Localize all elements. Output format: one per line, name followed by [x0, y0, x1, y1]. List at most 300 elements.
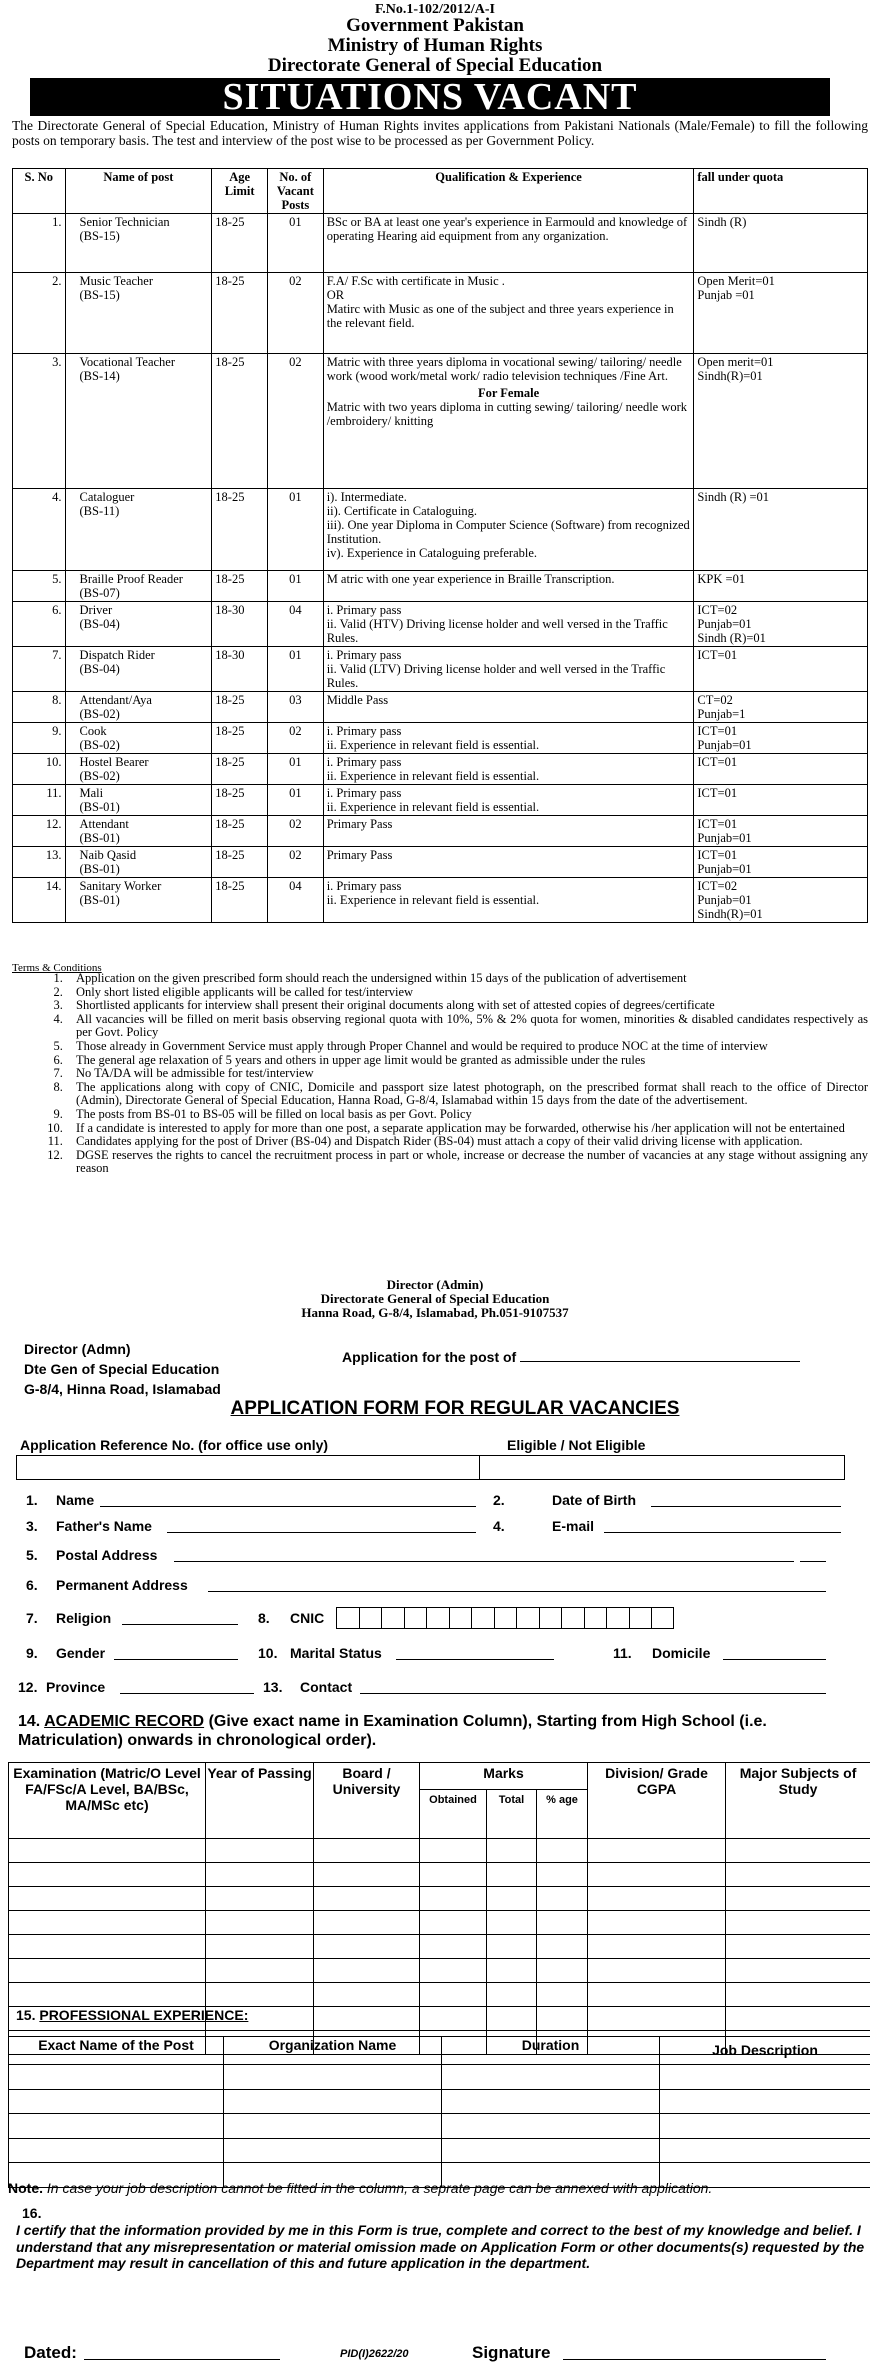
- cnic-digit-box[interactable]: [471, 1607, 494, 1629]
- situations-vacant-banner: SITUATIONS VACANT: [30, 78, 830, 116]
- vacancy-age-limit: 18-25: [212, 723, 268, 754]
- vacancy-age-limit: 18-25: [212, 489, 268, 571]
- academic-cell[interactable]: [487, 1839, 537, 1863]
- vacancy-sno: 13.: [13, 847, 66, 878]
- col-total: Total: [487, 1790, 537, 1839]
- academic-cell[interactable]: [9, 1935, 206, 1959]
- col-job-description: Job Description: [660, 2037, 870, 2065]
- permanent-address-label: Permanent Address: [56, 1577, 188, 1593]
- academic-cell[interactable]: [206, 1911, 314, 1935]
- vacancy-count: 01: [267, 647, 323, 692]
- vacancy-post-name: Naib Qasid (BS-01): [65, 847, 212, 878]
- field-num-11: 11.: [613, 1645, 632, 1661]
- vacancy-sno: 8.: [13, 692, 66, 723]
- academic-cell[interactable]: [726, 2007, 870, 2031]
- gender-label: Gender: [56, 1645, 106, 1661]
- vacancy-qualification: [323, 647, 694, 692]
- academic-cell[interactable]: [206, 1935, 314, 1959]
- vacancy-post-name: Sanitary Worker (BS-01): [65, 878, 212, 923]
- apply-for-post: [342, 1349, 800, 1365]
- name-label: Name: [56, 1492, 95, 1508]
- vacancy-row: [13, 847, 868, 878]
- academic-cell[interactable]: [314, 1983, 420, 2007]
- qualification-text: i. Primary pass ii. Valid (HTV) Driving license holder and well versed in the Traffic Rules.: [326, 603, 668, 645]
- vacancy-quota: ICT=02 Punjab=01 Sindh (R)=01: [694, 602, 868, 647]
- experience-cell[interactable]: [442, 2065, 660, 2090]
- academic-cell[interactable]: [726, 1983, 870, 2007]
- vacancy-quota: Open Merit=01 Punjab =01: [694, 273, 868, 354]
- vacancy-sno: 14.: [13, 878, 66, 923]
- academic-cell[interactable]: [588, 1911, 726, 1935]
- vacancy-row: [13, 785, 868, 816]
- pid-code: PID(I)2622/20: [340, 2348, 409, 2360]
- vacancy-quota: Open merit=01 Sindh(R)=01: [694, 354, 868, 489]
- vacancy-qualification: [323, 847, 694, 878]
- col-age: Age Limit: [212, 169, 268, 214]
- col-obtained: Obtained: [420, 1790, 487, 1839]
- experience-cell[interactable]: [660, 2089, 870, 2114]
- vacancy-age-limit: 18-30: [212, 602, 268, 647]
- vacancy-qualification: [323, 273, 694, 354]
- vacancy-post-name: Vocational Teacher (BS-14): [65, 354, 212, 489]
- female-qualification: Matric with two years diploma in cutting sewing/ tailoring/ needle work /embroidery/ knitting: [326, 400, 688, 428]
- qualification-text: Primary Pass: [326, 817, 393, 831]
- vacancy-qualification: [323, 878, 694, 923]
- vacancy-count: 02: [267, 816, 323, 847]
- qualification-text: i. Primary pass ii. Experience in relevant field is essential.: [326, 724, 540, 752]
- vacancy-post-name: Cook (BS-02): [65, 723, 212, 754]
- address-line-1: Director (Admn): [24, 1341, 131, 1357]
- vacancy-row: [13, 816, 868, 847]
- cnic-digit-box[interactable]: [539, 1607, 562, 1629]
- academic-cell[interactable]: [487, 2007, 537, 2031]
- vacancy-age-limit: 18-25: [212, 785, 268, 816]
- experience-cell[interactable]: [442, 2138, 660, 2163]
- vacancy-sno: 1.: [13, 214, 66, 273]
- vacancy-sno: 11.: [13, 785, 66, 816]
- vacancy-sno: 5.: [13, 571, 66, 602]
- field-num-6: 6.: [26, 1577, 38, 1593]
- vacancy-sno: 4.: [13, 489, 66, 571]
- field-num-10: 10.: [258, 1645, 278, 1661]
- academic-cell[interactable]: [9, 1863, 206, 1887]
- experience-cell[interactable]: [9, 2114, 224, 2139]
- academic-row: [9, 1863, 870, 1887]
- academic-cell[interactable]: [537, 1887, 588, 1911]
- contact-label: Contact: [300, 1679, 353, 1695]
- academic-cell[interactable]: [9, 1983, 206, 2007]
- academic-cell[interactable]: [420, 1863, 487, 1887]
- field-num-8: 8.: [258, 1610, 270, 1626]
- vacancy-quota: ICT=01 Punjab=01: [694, 847, 868, 878]
- vacancy-quota: ICT=01: [694, 754, 868, 785]
- academic-cell[interactable]: [588, 1935, 726, 1959]
- signature-label: Signature: [472, 2343, 551, 2362]
- vacancy-row: [13, 354, 868, 489]
- vacancy-count: 04: [267, 602, 323, 647]
- academic-cell[interactable]: [487, 1935, 537, 1959]
- vacancy-quota: ICT=01 Punjab=01: [694, 816, 868, 847]
- vacancy-qualification: [323, 723, 694, 754]
- contact-input[interactable]: [360, 1692, 826, 1694]
- vacancy-quota: ICT=02 Punjab=01 Sindh(R)=01: [694, 878, 868, 923]
- academic-row: [9, 1887, 870, 1911]
- cnic-digit-box[interactable]: [381, 1607, 404, 1629]
- cnic-digit-box[interactable]: [516, 1607, 539, 1629]
- declaration-text: I certify that the information provided by me in this Form is true, complete and correct to the best of my knowledge and belief. I understand that any misrepresentation or material omission made on Application Form or other documents(s) requested by the Department may result in cancellation of this and future application in the department.: [16, 2222, 865, 2271]
- academic-title: ACADEMIC RECORD: [44, 1713, 205, 1730]
- vacancy-row: [13, 754, 868, 785]
- vacancy-qualification: [323, 785, 694, 816]
- vacancy-qualification: [323, 754, 694, 785]
- academic-cell[interactable]: [537, 1959, 588, 1983]
- vacancy-row: [13, 214, 868, 273]
- vacancy-count: 04: [267, 878, 323, 923]
- term-item: 7. No TA/DA will be admissible for test/interview: [66, 1067, 868, 1081]
- directorate-title: Directorate General of Special Education: [267, 55, 603, 76]
- vacancy-age-limit: 18-25: [212, 754, 268, 785]
- dob-input[interactable]: [651, 1505, 841, 1507]
- note: [8, 2180, 712, 2196]
- email-input[interactable]: [604, 1531, 841, 1533]
- term-item: 6. The general age relaxation of 5 years and others in upper age limit would be granted as admissible under the rules: [66, 1054, 868, 1068]
- academic-cell[interactable]: [206, 1839, 314, 1863]
- academic-cell[interactable]: [588, 1839, 726, 1863]
- email-label: E-mail: [552, 1518, 595, 1534]
- academic-cell[interactable]: [487, 1863, 537, 1887]
- academic-cell[interactable]: [206, 1887, 314, 1911]
- experience-cell[interactable]: [660, 2138, 870, 2163]
- vacancy-age-limit: 18-25: [212, 354, 268, 489]
- vacancy-row: [13, 878, 868, 923]
- col-division: Division/ Grade CGPA: [588, 1763, 726, 1839]
- experience-cell[interactable]: [660, 2114, 870, 2139]
- vacancy-quota: CT=02 Punjab=1: [694, 692, 868, 723]
- vacancy-count: 01: [267, 571, 323, 602]
- academic-cell[interactable]: [420, 1983, 487, 2007]
- term-item: 1. Application on the given prescribed form should reach the undersigned within 15 days of the publication of advertisement: [66, 972, 868, 986]
- vacancy-count: 03: [267, 692, 323, 723]
- dob-label: Date of Birth: [552, 1492, 636, 1508]
- female-label: For Female: [477, 386, 540, 400]
- academic-cell[interactable]: [9, 1839, 206, 1863]
- academic-cell[interactable]: [487, 1959, 537, 1983]
- vacancy-post-name: Cataloguer (BS-11): [65, 489, 212, 571]
- qualification-text: i). Intermediate. ii). Certificate in Cataloguing. iii). One year Diploma in Computer Science (Software) from recognized Institution. iv). Experience in Cataloguing preferable.: [326, 490, 690, 560]
- qualification-text: BSc or BA at least one year's experience in Earmould and knowledge of operating Hearing aid equipment from any organization.: [326, 215, 688, 243]
- vacancy-qualification: [323, 692, 694, 723]
- academic-cell[interactable]: [9, 1959, 206, 1983]
- col-year: Year of Passing: [206, 1763, 314, 1839]
- field-num-13: 13.: [263, 1679, 283, 1695]
- vacancy-count: 02: [267, 723, 323, 754]
- cnic-input[interactable]: [336, 1607, 674, 1629]
- vacancy-qualification: [323, 571, 694, 602]
- col-organization: Organization Name: [224, 2037, 442, 2065]
- academic-cell[interactable]: [588, 1983, 726, 2007]
- academic-cell[interactable]: [206, 1983, 314, 2007]
- academic-row: [9, 1839, 870, 1863]
- col-marks: Marks: [420, 1763, 588, 1790]
- cnic-digit-box[interactable]: [561, 1607, 584, 1629]
- academic-row: [9, 1911, 870, 1935]
- cnic-digit-box[interactable]: [494, 1607, 517, 1629]
- address-line-2: Dte Gen of Special Education: [24, 1361, 220, 1377]
- ref-no-input[interactable]: [16, 1455, 480, 1480]
- experience-cell[interactable]: [224, 2089, 442, 2114]
- qualification-text: Middle Pass: [326, 693, 389, 707]
- vacancy-post-name: Mali (BS-01): [65, 785, 212, 816]
- vacancy-count: 01: [267, 754, 323, 785]
- academic-cell[interactable]: [314, 1839, 420, 1863]
- vacancy-row: [13, 692, 868, 723]
- vacancy-quota: Sindh (R) =01: [694, 489, 868, 571]
- cnic-label: CNIC: [290, 1610, 325, 1626]
- vacancy-qualification: [323, 214, 694, 273]
- field-num-3: 3.: [26, 1518, 38, 1534]
- apply-for-label: Application for the post of: [342, 1349, 517, 1365]
- experience-row: [9, 2138, 870, 2163]
- col-duration: Duration: [442, 2037, 660, 2065]
- vacancy-sno: 12.: [13, 816, 66, 847]
- term-item: 4. All vacancies will be filled on merit basis observing regional quota with 10%, 5% & 2% quota for women, minorities & disabled candidates respectively as per Govt. Policy: [66, 1013, 868, 1040]
- term-item: 5. Those already in Government Service must apply through Proper Channel and would be required to produce NOC at the time of interview: [66, 1040, 868, 1054]
- academic-cell[interactable]: [726, 1839, 870, 1863]
- domicile-input[interactable]: [723, 1658, 826, 1660]
- signature-input[interactable]: [563, 2358, 826, 2360]
- col-major: Major Subjects of Study: [726, 1763, 870, 1839]
- academic-cell[interactable]: [420, 1959, 487, 1983]
- academic-cell[interactable]: [537, 1839, 588, 1863]
- marital-status-input[interactable]: [396, 1658, 554, 1660]
- vacancy-qualification: [323, 602, 694, 647]
- field-num-4: 4.: [493, 1518, 505, 1534]
- academic-cell[interactable]: [588, 1887, 726, 1911]
- term-item: 10. If a candidate is interested to apply for more than one post, a separate application may be forwarded, otherwise his /her application will not be entertained: [66, 1122, 868, 1136]
- vacancy-row: [13, 489, 868, 571]
- qualification-text: Matric with three years diploma in vocational sewing/ tailoring/ needle work (wood work/metal work/ radio television techniques /Fine Art.: [326, 355, 682, 383]
- postal-address-label: Postal Address: [56, 1547, 158, 1563]
- col-board: Board / University: [314, 1763, 420, 1839]
- term-item: 2. Only short listed eligible applicants will be called for test/interview: [66, 986, 868, 1000]
- cnic-digit-box[interactable]: [606, 1607, 629, 1629]
- term-item: 9. The posts from BS-01 to BS-05 will be filled on local basis as per Govt. Policy: [66, 1108, 868, 1122]
- academic-instructions: (Give exact name in Examination Column), Starting from High School (i.e. Matriculation) onwards in chronological order).: [18, 1713, 767, 1749]
- cnic-digit-box[interactable]: [426, 1607, 449, 1629]
- professional-title: PROFESSIONAL EXPERIENCE:: [39, 2007, 249, 2023]
- signatory-title: Director (Admin): [386, 1277, 484, 1292]
- vacancy-post-name: Attendant (BS-01): [65, 816, 212, 847]
- gender-input[interactable]: [114, 1658, 238, 1660]
- province-input[interactable]: [120, 1692, 254, 1694]
- dated-label: Dated:: [24, 2343, 77, 2362]
- academic-cell[interactable]: [588, 1959, 726, 1983]
- col-percentage: % age: [537, 1790, 588, 1839]
- cnic-digit-box[interactable]: [359, 1607, 382, 1629]
- academic-cell[interactable]: [420, 1935, 487, 1959]
- academic-cell[interactable]: [9, 1887, 206, 1911]
- dated-input[interactable]: [84, 2358, 280, 2360]
- cnic-digit-box[interactable]: [336, 1607, 359, 1629]
- experience-cell[interactable]: [224, 2138, 442, 2163]
- vacancy-quota: ICT=01: [694, 785, 868, 816]
- academic-cell[interactable]: [726, 1911, 870, 1935]
- vacancy-sno: 2.: [13, 273, 66, 354]
- academic-cell[interactable]: [487, 1911, 537, 1935]
- academic-cell[interactable]: [537, 1911, 588, 1935]
- field-num-1: 1.: [26, 1492, 38, 1508]
- religion-input[interactable]: [122, 1623, 238, 1625]
- academic-cell[interactable]: [726, 1959, 870, 1983]
- vacancy-age-limit: 18-25: [212, 878, 268, 923]
- vacancy-post-name: Driver (BS-04): [65, 602, 212, 647]
- academic-cell[interactable]: [487, 1887, 537, 1911]
- cnic-digit-box[interactable]: [584, 1607, 607, 1629]
- vacancy-age-limit: 18-25: [212, 214, 268, 273]
- vacancy-row: [13, 723, 868, 754]
- vacancy-post-name: Dispatch Rider (BS-04): [65, 647, 212, 692]
- vacancy-age-limit: 18-25: [212, 571, 268, 602]
- declaration-num: 16.: [22, 2205, 42, 2221]
- postal-address-input[interactable]: [174, 1560, 794, 1562]
- academic-cell[interactable]: [420, 1887, 487, 1911]
- vacancy-qualification: [323, 816, 694, 847]
- vacancy-count: 01: [267, 214, 323, 273]
- address-line-3: G-8/4, Hinna Road, Islamabad: [24, 1381, 221, 1397]
- vacancy-count: 02: [267, 847, 323, 878]
- col-sno: S. No: [13, 169, 66, 214]
- experience-cell[interactable]: [442, 2089, 660, 2114]
- vacancy-post-name: Hostel Bearer (BS-02): [65, 754, 212, 785]
- ref-label: Application Reference No. (for office use only): [20, 1437, 329, 1453]
- academic-cell[interactable]: [314, 1935, 420, 1959]
- cnic-digit-box[interactable]: [404, 1607, 427, 1629]
- vacancy-sno: 3.: [13, 354, 66, 489]
- experience-cell[interactable]: [9, 2065, 224, 2090]
- experience-row: [9, 2089, 870, 2114]
- qualification-text: i. Primary pass ii. Experience in relevant field is essential.: [326, 879, 540, 907]
- vacancy-age-limit: 18-25: [212, 816, 268, 847]
- experience-cell[interactable]: [9, 2089, 224, 2114]
- academic-cell[interactable]: [726, 1863, 870, 1887]
- academic-cell[interactable]: [314, 2007, 420, 2031]
- signatory-address: Hanna Road, G-8/4, Islamabad, Ph.051-9107537: [301, 1305, 569, 1320]
- father-name-input[interactable]: [167, 1531, 476, 1533]
- academic-cell[interactable]: [420, 1911, 487, 1935]
- academic-cell[interactable]: [420, 2007, 487, 2031]
- terms-list: [12, 972, 868, 1176]
- experience-cell[interactable]: [442, 2114, 660, 2139]
- academic-row: [9, 1983, 870, 2007]
- academic-cell[interactable]: [537, 1863, 588, 1887]
- cnic-digit-box[interactable]: [629, 1607, 652, 1629]
- province-label: Province: [46, 1679, 106, 1695]
- apply-for-input[interactable]: [520, 1349, 800, 1362]
- field-num-9: 9.: [26, 1645, 38, 1661]
- eligibility-input[interactable]: [479, 1455, 845, 1480]
- field-num-7: 7.: [26, 1610, 38, 1626]
- table-header-row: [13, 169, 868, 214]
- academic-cell[interactable]: [537, 1983, 588, 2007]
- academic-num: 14.: [18, 1713, 41, 1730]
- academic-cell[interactable]: [314, 1863, 420, 1887]
- col-post: Name of post: [65, 169, 212, 214]
- academic-cell[interactable]: [588, 2007, 726, 2031]
- experience-cell[interactable]: [224, 2065, 442, 2090]
- intro-paragraph: The Directorate General of Special Education, Ministry of Human Rights invites applications from Pakistani Nationals (Male/Female) to fill the following posts on temporary basis. The test and interview of the post wise to be processed as per Government Policy.: [12, 118, 868, 148]
- academic-cell[interactable]: [206, 1863, 314, 1887]
- vacancy-age-limit: 18-25: [212, 847, 268, 878]
- cnic-digit-box[interactable]: [651, 1607, 674, 1629]
- vacancy-count: 01: [267, 785, 323, 816]
- academic-cell[interactable]: [726, 1935, 870, 1959]
- vacancy-count: 02: [267, 273, 323, 354]
- academic-row: [9, 1935, 870, 1959]
- postal-address-input-end[interactable]: [800, 1560, 826, 1562]
- academic-cell[interactable]: [314, 1959, 420, 1983]
- col-post-name: Exact Name of the Post: [9, 2037, 224, 2065]
- name-input[interactable]: [100, 1505, 476, 1507]
- term-item: 8. The applications along with copy of CNIC, Domicile and passport size latest photograph, on the prescribed format shall reach to the office of Director (Admin), Directorate General of Special Education, Hanna Road, G-8/4, Islamabad within 15 days from the date of the advertisement.: [66, 1081, 868, 1108]
- vacancy-sno: 7.: [13, 647, 66, 692]
- terms-title: Terms & Conditions: [12, 962, 102, 974]
- vacancy-post-name: Music Teacher (BS-15): [65, 273, 212, 354]
- professional-experience-table: [8, 2036, 870, 2188]
- academic-cell[interactable]: [537, 1935, 588, 1959]
- vacancy-qualification: [323, 354, 694, 489]
- experience-cell[interactable]: [224, 2114, 442, 2139]
- experience-cell[interactable]: [9, 2138, 224, 2163]
- domicile-label: Domicile: [652, 1645, 711, 1661]
- academic-cell[interactable]: [420, 1839, 487, 1863]
- vacancy-quota: KPK =01: [694, 571, 868, 602]
- qualification-text: i. Primary pass ii. Experience in relevant field is essential.: [326, 786, 540, 814]
- academic-cell[interactable]: [588, 1863, 726, 1887]
- marital-status-label: Marital Status: [290, 1645, 382, 1661]
- academic-cell[interactable]: [537, 2007, 588, 2031]
- qualification-text: F.A/ F.Sc with certificate in Music . OR Matirc with Music as one of the subject and three years experience in the relevant field.: [326, 274, 674, 330]
- professional-num: 15.: [16, 2007, 36, 2023]
- vacancy-count: 02: [267, 354, 323, 489]
- col-quota: fall under quota: [694, 169, 868, 214]
- academic-cell[interactable]: [726, 1887, 870, 1911]
- academic-cell[interactable]: [9, 1911, 206, 1935]
- term-item: 11. Candidates applying for the post of Driver (BS-04) and Dispatch Rider (BS-04) must attach a copy of their valid driving license with application.: [66, 1135, 868, 1149]
- academic-cell[interactable]: [314, 1887, 420, 1911]
- ministry-title: Ministry of Human Rights: [327, 35, 543, 56]
- vacancy-row: [13, 647, 868, 692]
- religion-label: Religion: [56, 1610, 112, 1626]
- permanent-address-input[interactable]: [208, 1590, 826, 1592]
- vacancy-quota: ICT=01: [694, 647, 868, 692]
- experience-row: [9, 2114, 870, 2139]
- vacancy-quota: Sindh (R): [694, 214, 868, 273]
- academic-record-heading: [18, 1712, 848, 1750]
- academic-cell[interactable]: [487, 1983, 537, 2007]
- father-name-label: Father's Name: [56, 1518, 152, 1534]
- academic-cell[interactable]: [206, 1959, 314, 1983]
- vacancy-row: [13, 273, 868, 354]
- vacancy-row: [13, 602, 868, 647]
- vacancy-quota: ICT=01 Punjab=01: [694, 723, 868, 754]
- qualification-text: i. Primary pass ii. Valid (LTV) Driving license holder and well versed in the Traffic Rules.: [326, 648, 666, 690]
- vacancy-post-name: Attendant/Aya (BS-02): [65, 692, 212, 723]
- academic-cell[interactable]: [314, 1911, 420, 1935]
- term-item: 3. Shortlisted applicants for interview shall present their original documents along with set of attested copies of degrees/certificate: [66, 999, 868, 1013]
- vacancy-row: [13, 571, 868, 602]
- cnic-digit-box[interactable]: [449, 1607, 472, 1629]
- experience-cell[interactable]: [660, 2065, 870, 2090]
